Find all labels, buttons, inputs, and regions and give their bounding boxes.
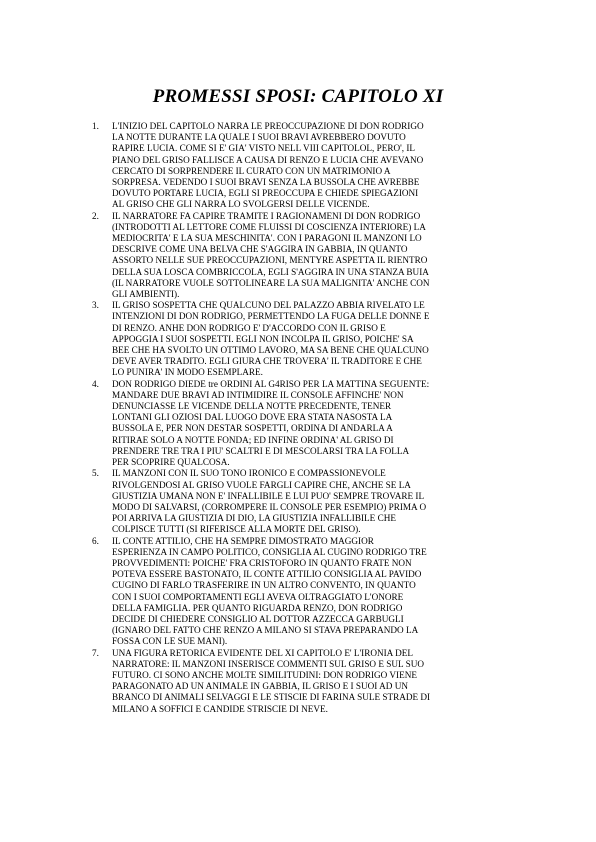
list-item-text-line: CERCATO DI SORPRENDERE IL CURATO CON UN MATRIMONIO A — [112, 165, 391, 176]
list-item-text-line: GLI AMBIENTI). — [112, 289, 180, 300]
list-item-text-line: DON RODRIGO DIEDE tre ORDINI AL G4RISO PER LA MATTINA SEGUENTE: — [112, 378, 430, 389]
list-item-text-line: DELLA FAMIGLIA. PER QUANTO RIGUARDA RENZO, DON RODRIGO — [112, 602, 403, 613]
list-item — [92, 300, 468, 378]
list-item-text-line: POTEVA ESSERE BASTONATO, IL CONTE ATTILIO CONSIGLIA AL PAVIDO — [112, 569, 422, 580]
list-item-text-line: ASSORTO NELLE SUE PREOCCUPAZIONI, MENTYRE ASPETTA IL RIENTRO — [112, 255, 428, 266]
list-item-text-line: (IL NARRATORE VUOLE SOTTOLINEARE LA SUA MALIGNITA' ANCHE CON — [112, 277, 430, 288]
list-item-number: 3. — [92, 300, 99, 311]
list-item — [92, 647, 468, 715]
page-title: PROMESSI SPOSI: CAPITOLO XI — [152, 86, 444, 107]
list-item-text-line: BRANCO DI ANIMALI SELVAGGI E LE STISCIE DI FARINA SULE STRADE DI — [112, 692, 431, 703]
list-item-text-line: NARRATORE: IL MANZONI INSERISCE COMMENTI SUL GRISO E SUL SUO — [112, 658, 424, 669]
list-item-text-line: DI RENZO. ANHE DON RODRIGO E' D'ACCORDO CON IL GRISO E — [112, 322, 386, 333]
list-item-text-line: PROVVEDIMENTI: POICHE' FRA CRISTOFORO IN QUANTO FRATE NON — [112, 557, 412, 568]
list-item-text-line: CON I SUOI COMPORTAMENTI EGLI AVEVA OLTRAGGIATO L'ONORE — [112, 591, 404, 602]
list-item-text-line: PIANO DEL GRISO FALLISCE A CAUSA DI RENZO E LUCIA CHE AVEVANO — [112, 154, 424, 165]
list-item-text-line: IL GRISO SOSPETTA CHE QUALCUNO DEL PALAZZO ABBIA RIVELATO LE — [112, 300, 425, 311]
list-item — [92, 535, 468, 648]
list-item-text-line: INTENZIONI DI DON RODRIGO, PERMETTENDO LA FUGA DELLE DONNE E — [112, 311, 430, 322]
list-item-text-line: DEVE AVER TRADITO. EGLI GIURA CHE TROVERA' IL TRADITORE E CHE — [112, 356, 422, 367]
list-item-text-line: FUTURO. CI SONO ANCHE MOLTE SIMILITUDINI: DON RODRIGO VIENE — [112, 669, 417, 680]
list-item-text-line: (INTRODOTTI AL LETTORE COME FLUISSI DI COSCIENZA INTERIORE) LA — [112, 221, 426, 232]
list-item-text-line: LONTANI GLI OZIOSI DAL LUOGO DOVE ERA STATA NASOSTA LA — [112, 412, 393, 423]
list-item — [92, 378, 468, 469]
list-item-number: 7. — [92, 647, 99, 658]
list-item-text-line: FOSSA CON LE SUE MANI). — [112, 636, 228, 647]
list-item-text-line: DOVUTO PORTARE LUCIA, EGLI SI PREOCCUPA E CHIEDE SPIEGAZIONI — [112, 188, 419, 199]
list-item-text-line: ESPERIENZA IN CAMPO POLITICO, CONSIGLIA AL CUGINO RODRIGO TRE — [112, 546, 427, 557]
list-item-text-line: UNA FIGURA RETORICA EVIDENTE DEL XI CAPITOLO E' L'IRONIA DEL — [112, 647, 413, 658]
list-item-text-line: IL CONTE ATTILIO, CHE HA SEMPRE DIMOSTRATO MAGGIOR — [112, 535, 374, 546]
list-item-text-line: POI ARRIVA LA GIUSTIZIA DI DIO, LA GIUSTIZIA INFALLIBILE CHE — [112, 513, 396, 524]
list-item-text-line: (IGNARO DEL FATTO CHE RENZO A MILANO SI STAVA PREPARANDO LA — [112, 625, 419, 636]
list-item-number: 1. — [92, 121, 99, 131]
list-item-text-line: RITIRAE SOLO A NOTTE FONDA; ED INFINE ORDINA' AL GRISO DI — [112, 434, 394, 445]
list-item-text-line: RAPIRE LUCIA. COME SI E' GIA' VISTO NELL VIII CAPITOLOL, PERO', IL — [112, 143, 416, 154]
numbered-list — [92, 121, 468, 715]
list-item-text-line: LO PUNIRA' IN MODO ESEMPLARE. — [112, 367, 263, 378]
list-item-text-line: BEE CHE HA SVOLTO UN OTTIMO LAVORO, MA SA BENE CHE QUALCUNO — [112, 345, 429, 356]
list-item-text-line: L'INIZIO DEL CAPITOLO NARRA LE PREOCCUPAZIONE DI DON RODRIGO — [112, 121, 424, 131]
list-item-text-line: PARAGONATO AD UN ANIMALE IN GABBIA, IL GRISO E I SUOI AD UN — [112, 681, 408, 692]
list-item-text-line: SORPRESA. VEDENDO I SUOI BRAVI SENZA LA BUSSOLA CHE AVREBBE — [112, 177, 420, 188]
list-item-number: 6. — [92, 535, 99, 546]
list-item-text-line: MEDIOCRITA' E LA SUA MESCHINITA'. CON I PARAGONI IL MANZONI LO — [112, 233, 422, 244]
list-item-text-line: DENUNCIASSE LE VICENDE DELLA NOTTE PRECEDENTE, TENER — [112, 401, 392, 412]
list-item-number: 2. — [92, 210, 99, 221]
list-item-text-line: PRENDERE TRE TRA I PIU' SCALTRI E DI MESCOLARSI TRA LA FOLLA — [112, 445, 410, 456]
list-item-text-line: LA NOTTE DURANTE LA QUALE I SUOI BRAVI AVREBBERO DOVUTO — [112, 132, 406, 143]
list-item-text-line: APPOGGIA I SUOI SOSPETTI. EGLI NON INCOLPA IL GRISO, POICHE' SA — [112, 333, 414, 344]
list-item-text-line: IL MANZONI CON IL SUO TONO IRONICO E COMPASSIONEVOLE — [112, 468, 386, 479]
list-item-number: 5. — [92, 468, 99, 479]
list-item — [92, 468, 468, 535]
list-item-text-line: DECIDE DI CHIEDERE CONSIGLIO AL DOTTOR AZZECCA GARBUGLI — [112, 613, 404, 624]
list-item-text-line: DELLA SUA LOSCA COMBRICCOLA, EGLI S'AGGIRA IN UNA STANZA BUIA — [112, 266, 429, 277]
list-item-text-line: GIUSTIZIA UMANA NON E' INFALLIBILE E LUI PUO' SEMPRE TROVARE IL — [112, 490, 425, 501]
list-item-text-line: MANDARE DUE BRAVI AD INTIMIDIRE IL CONSOLE AFFINCHE' NON — [112, 389, 404, 400]
list-item-text-line: CUGINO DI FARLO TRASFERIRE IN UN ALTRO CONVENTO, IN QUANTO — [112, 580, 416, 591]
list-item — [92, 121, 468, 211]
list-item-text-line: MILANO A SOFFICI E CANDIDE STRISCIE DI NEVE. — [112, 703, 328, 714]
list-item-text-line: COLPISCE TUTTI (SI RIFERISCE ALLA MORTE DEL GRISO). — [112, 524, 361, 535]
list-item-text-line: IL NARRATORE FA CAPIRE TRAMITE I RAGIONAMENI DI DON RODRIGO — [112, 210, 421, 221]
list-item-text-line: DESCRIVE COME UNA BELVA CHE S'AGGIRA IN GABBIA, IN QUANTO — [112, 244, 408, 255]
list-item-text-line: PER SCOPRIRE QUALCOSA. — [112, 457, 230, 468]
list-item — [92, 210, 468, 301]
list-item-text-line: BUSSOLA E, PER NON DESTAR SOSPETTI, ORDINA DI ANDARLA A — [112, 423, 393, 434]
list-item-text-line: MODO DI SALVARSI, (CORROMPERE IL CONSOLE PER ESEMPIO) PRIMA O — [112, 501, 427, 512]
list-item-text-line: AL GRISO CHE GLI NARRA LO SVOLGERSI DELLE VICENDE. — [112, 199, 370, 210]
list-item-text-line: RIVOLGENDOSI AL GRISO VUOLE FARGLI CAPIRE CHE, ANCHE SE LA — [112, 479, 411, 490]
list-item-number: 4. — [92, 378, 99, 389]
